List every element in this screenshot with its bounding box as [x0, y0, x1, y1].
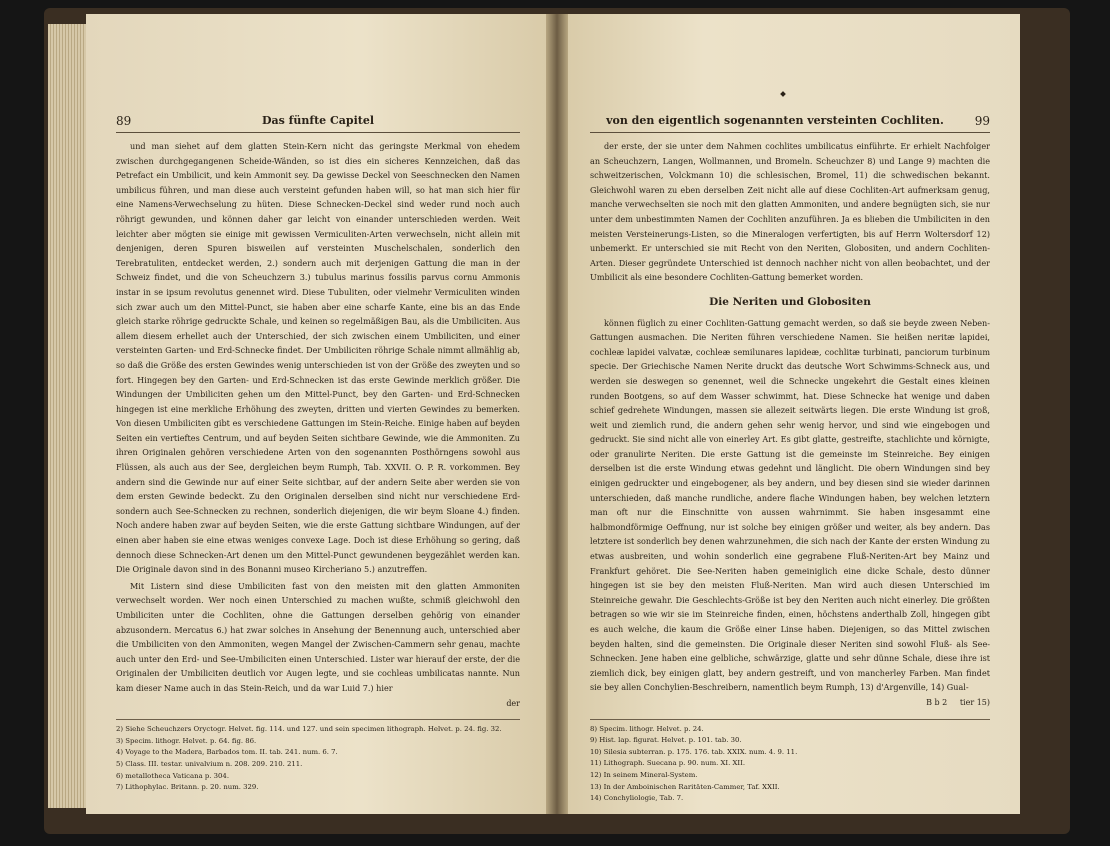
section-heading: Die Neriten und Globositen	[709, 295, 871, 308]
footnote: 11) Lithograph. Suecana p. 90. num. XI. XII.	[590, 759, 746, 768]
footnote: 10) Silesia subterran. p. 175. 176. tab. XXIX. num. 4. 9. 11.	[590, 747, 798, 756]
left-page	[86, 14, 546, 814]
left-footnotes	[116, 719, 520, 794]
signature-mark: B b 2	[926, 697, 948, 707]
footnote: 8) Specim. lithogr. Helvet. p. 24.	[590, 724, 704, 733]
footnote: 2) Siehe Scheuchzers Oryctogr. Helvet. fig. 114. und 127. und sein specimen lithograph. Helvet. p. 24. fig. 32.	[116, 725, 502, 734]
footnote: 3) Specim. lithogr. Helvet. p. 64. fig. 86.	[116, 736, 257, 745]
left-paragraph-1: und man siehet auf dem glatten Stein-Kern nicht das geringste Merkmal von ehedem zwischen durchgegangenen Scheide-Wänden, so ist dies ein sicheres Kennzeichen, daß das Petrefact ein Umbilicit, und kein Ammonit sey. Da gewisse Deckel von Seeschnecken den Namen umbilicus führen, und man diese auch versteint gefunden haben will, so hat man sich hier für eine Namens-Verwechselung zu hüten. Diese Schnecken-Deckel sind weder rund noch auch röhrigt gewunden, und können daher gar leicht von einander unterschieden werden. Weit leichter aber mögten sie einige mit gewissen Vermiculiten-Arten verwechseln, nicht allein mit denjenigen, deren Spuren bisweilen auf versteinten Muschelschalen, sonderlich den Terebratuliten, entdecket werden, 2.) sondern auch mit derjenigen Gattung die man in der Schweiz findet, und die von Scheuchzern 3.) tubulus marinus fossilis parvus cornu Ammonis instar in se ipsum revolutus genennet wird. Diese Tubuliten, oder vielmehr Vermiculiten winden sich zwar auch um den Mittel-Punct, sie haben aber eine scharfe Kante, eine bis an das Ende gleich starke röhrige gedruckte Schale, und keinen so regelmäßigen Bau, als die Umbiliciten. Aus allem diesem erhellet auch der Unterschied, der sich zwischen einem Umbiliciten, und einer versteinten Garten- und Erd-Schnecke findet. Der Umbiliciten röhrige Schale nimmt allmählig ab, so daß die Größe des ersten Gewindes wenig unterschieden ist von der Größe des zweyten und so fort. Hingegen bey den Garten- und Erd-Schnecken ist das erste Gewinde merklich größer. Die Windungen der Umbiliciten gehen um den Mittel-Punct, bey den Garten- und Erd-Schnecken hingegen ist eine merkliche Erhöhung des zweyten, dritten und vierten Gewindes zu bemerken. Von diesen Umbiliciten gibt es verschiedene Gattungen im Stein-Reiche. Einige haben auf beyden Seiten ein vertieftes Centrum, und auf beyden Seiten sichtbare Gewinde, wie die Ammoniten. Zu ihren Originalen gehören verschiedene Arten von den sogenannten Posthörngens sowohl aus Flüssen, als auch aus der See, dergleichen beym Rumph, Tab. XXVII. O. P. R. vorkommen. Bey andern sind die Gewinde nur auf einer Seite sichtbar, auf der andern Seite aber werden sie von dem ersten Gewinde bedeckt. Zu den Originalen derselben sind nicht nur verschiedene Erd- sondern auch See-Schnecken zu rechnen, sonderlich diejenigen, die wir beym Sloane 4.) finden. Noch andere haben zwar auf beyden Seiten, wie die erste Gattung sichtbare Windungen, auf der einen aber haben sie eine etwas weniges convexe Lage. Doch ist diese Erhöhung so gering, daß dennoch diese Schnecken-Art denen um den Mittel-Punct gewundenen beygezählet werden kan. Die Originale davon sind in des Bonanni museo Kircheriano 5.) anzutreffen.	[116, 141, 520, 575]
footnote: 7) Lithophylac. Britann. p. 20. num. 329.	[116, 783, 259, 792]
right-page	[568, 14, 1020, 814]
right-paragraph-1: der erste, der sie unter dem Nahmen cochlites umbilicatus einführte. Er erhielt Nachfolger an Scheuchzern, Langen, Wollmannen, und Bromeln. Scheuchzer 8) und Lange 9) machten die schweitzerischen, Volckmann 10) die schlesischen, Bromel, 11) die schwedischen bekannt. Gleichwohl waren zu eben derselben Zeit nicht alle auf diese Cochliten-Art aufmerksam genug, manche verwechselten sie noch mit den glatten Ammoniten, und andere begnügten sich, sie nur unter dem unbestimmten Namen der Cochliten anzuführen. Ja es blieben die Umbiliciten in den meisten Versteinerungs-Listen, so die Mineralogen verfertigten, bis auf Herrn Woltersdorf 12) unbemerkt. Er unterschied sie mit Recht von den Neriten, Globositen, und andern Cochliten-Arten. Dieser gegründete Unterschied ist dennoch nachher nicht von allen beobachtet, und der Umbilicit als eine besondere Cochliten-Gattung bemerket worden.	[590, 141, 990, 283]
right-footnotes	[590, 719, 990, 805]
right-page-number: 99	[974, 114, 990, 129]
footnote: 12) In seinem Mineral-System.	[590, 770, 698, 779]
ornament-mark	[780, 91, 786, 97]
right-header	[590, 110, 990, 133]
right-catchword: tier 15)	[959, 697, 990, 707]
footnote: 6) metallotheca Vaticana p. 304.	[116, 771, 230, 780]
footnote: 14) Conchyliologie, Tab. 7.	[590, 794, 684, 803]
gutter	[546, 14, 568, 814]
right-signature-line	[590, 696, 990, 711]
right-page-content	[590, 110, 990, 805]
right-running-title: von den eigentlich sogenannten versteinten Cochliten.	[606, 114, 944, 128]
left-paragraph-2: Mit Listern sind diese Umbiliciten fast von den meisten mit den glatten Ammoniten verwechselt worden. Wer noch einen Unterschied zu machen wußte, schmiß gleichwohl den Umbiliciten unter die Cochliten, ohne die Gattungen derselben gehörig von einander abzusondern. Mercatus 6.) hat zwar solches in Ansehung der Benennung auch, unterschied aber die Umbiliciten von den Ammoniten, wegen Mangel der Zwischen-Cammern sehr genau, machte auch unter den Erd- und See-Umbiliciten einen Unterschied. Lister war hierauf der erste, der die Originalen der Umbiliciten deutlich vor Augen legte, und sie cochleas umbilicatas nannte. Nun kam dieser Name auch in das Stein-Reich, und da war Luid 7.) hier	[116, 580, 520, 693]
page-edges	[48, 24, 86, 808]
left-running-title: Das fünfte Capitel	[261, 114, 375, 128]
footnote: 4) Voyage to the Madera, Barbados tom. II. tab. 241. num. 6. 7.	[116, 748, 338, 757]
left-catchword: der	[506, 698, 520, 708]
footnote: 9) Hist. lap. figurat. Helvet. p. 101. tab. 30.	[590, 736, 742, 745]
left-page-number: 89	[116, 114, 132, 129]
footnote: 5) Class. III. testar. univalvium n. 208. 209. 210. 211.	[116, 759, 303, 768]
right-section-text: können füglich zu einer Cochliten-Gattung gemacht werden, so daß sie beyde zween Neben-Gattungen ausmachen. Die Neriten führen verschiedene Namen. Sie heißen neritæ lapidei, cochleæ lapidei valvatæ, cochleæ semilunares lapideæ, cochlitæ turbinati, panciorum turbinum specie. Der Griechische Namen Nerite druckt das deutsche Wort Schwimms-Schneck aus, und werden sie deswegen so genennet, weil die Schnecke ungekehrt die Gestalt eines kleinen runden Bootgens, so auf dem Wasser schwimmt, hat. Diese Schnecke hat wenige und daben schief gedrehete Windungen, massen sie allezeit seitwärts liegen. Die erste Windung ist groß, weit und ziemlich rund, die andern gehen sehr wenig hervor, und sind wie eingebogen und gedruckt. Sie sind nicht alle von einerley Art. Es gibt glatte, gestreifte, stachlichte und körnigte, oder granulirte Neriten. Die erste Gattung ist die gemeinste im Steinreiche. Bey einigen derselben ist die erste Windung etwas gedehnt und länglicht. Die obern Windungen sind bey einigen gedruckter und eingebogener, als bey andern, und bey diesen sind sie wieder darinnen unterschieden, daß manche rundliche, andere flache Windungen haben, bey welchen letztern man oft nur die Einschnitte von aussen wahrnimmt. Sie haben insgesammt eine halbmondförmige Oeffnung, nur ist solche bey einigen größer und weiter, als bey andern. Das letztere ist sonderlich bey denen wahrzunehmen, die sich nach der Kante der ersten Windung zu etwas ausbreiten, und wohin sonderlich eine gegrabene Fluß-Neriten-Art bey Mainz und Frankfurt gehöret. Die See-Neriten haben gemeiniglich eine dicke Schale, desto dünner hingegen ist sie bey den meisten Fluß-Neriten. Man wird auch diesen Unterschied im Steinreiche gewahr. Die Geschlechts-Größe ist bey den Neriten auch nicht einerley. Die größten betragen so wie wir sie im Steinreiche finden, einen, höchstens anderthalb Zoll, hingegen gibt es auch welche, die kaum die Größe einer Linse haben. Diejenigen, so das Mittel zwischen beyden halten, sind die gemeinsten. Die Originale dieser Neriten sind sowohl Fluß- als See-Schnecken. Jene haben eine gelbliche, schwärzige, glatte und sehr dünne Schale, diese ihre ist ziemlich dick, bey einigen glatt, bey andern gestreift, und von mancherley Farben. Man findet sie bey allen Conchylien-Beschreibern, namentlich beym Rumph, 13) d'Argenville, 14) Gual-	[590, 317, 990, 693]
left-header	[116, 110, 520, 133]
footnote: 13) In der Amboinischen Raritäten-Cammer, Taf. XXII.	[590, 782, 780, 791]
left-page-content	[116, 110, 520, 794]
